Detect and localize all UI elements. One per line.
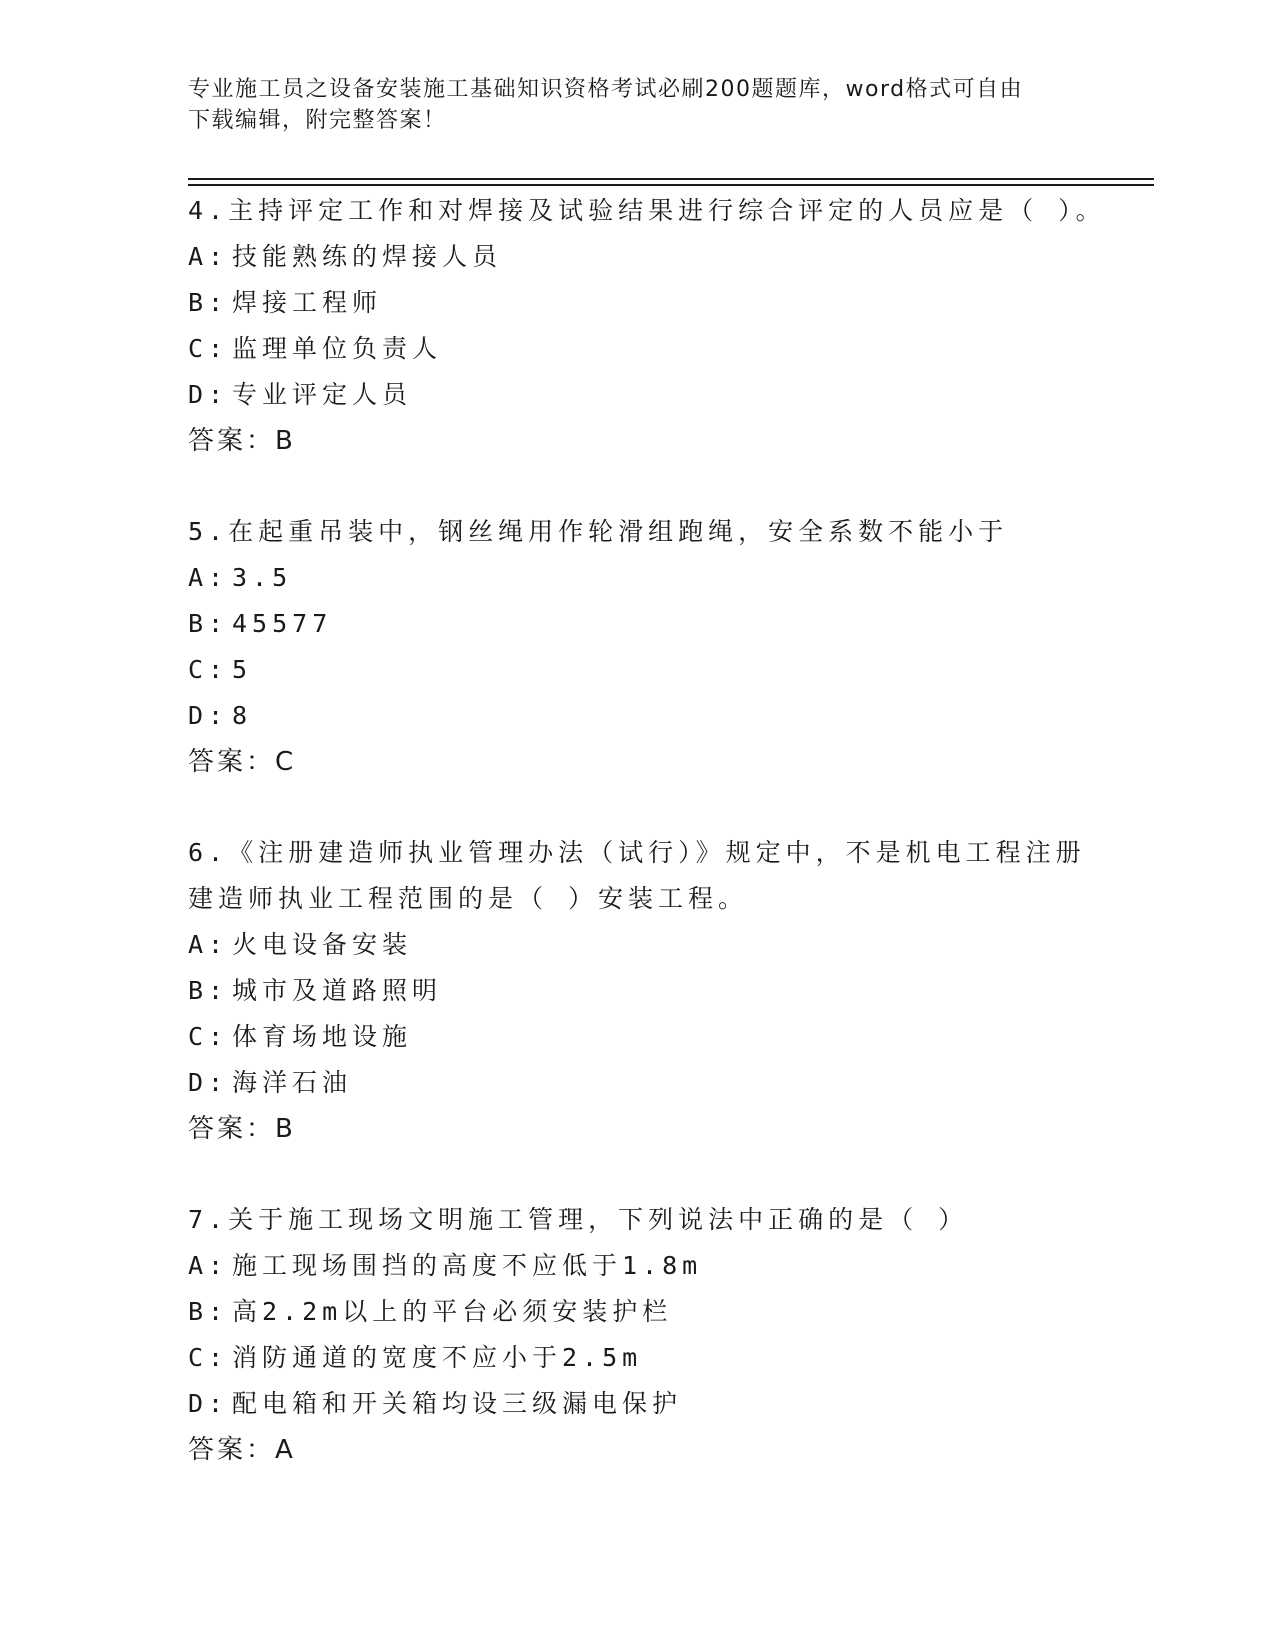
option-key: B: (188, 976, 229, 1005)
header-line-1: 专业施工员之设备安装施工基础知识资格考试必刷200题题库，word格式可自由 (188, 77, 1024, 102)
option-a (188, 234, 1128, 280)
option-text: 监理单位负责人 (232, 334, 443, 363)
option-b (188, 968, 1128, 1014)
option-text: 3.5 (232, 563, 293, 592)
question-4 (188, 188, 1128, 464)
option-d (188, 693, 1128, 739)
answer: 答案：B (188, 1114, 296, 1144)
option-a (188, 922, 1128, 968)
question-stem-line-2: 建造师执业工程范围的是（ ）安装工程。 (188, 884, 749, 913)
option-text: 技能熟练的焊接人员 (232, 242, 503, 271)
option-d (188, 1060, 1128, 1106)
question-stem: 4.主持评定工作和对焊接及试验结果进行综合评定的人员应是（ ）。 (188, 196, 1106, 225)
option-key: C: (188, 1022, 229, 1051)
document-header (188, 74, 1068, 136)
question-list (188, 188, 1128, 1518)
option-text: 专业评定人员 (232, 380, 413, 409)
option-text: 城市及道路照明 (232, 976, 443, 1005)
option-b (188, 1289, 1128, 1335)
answer: 答案：B (188, 426, 296, 456)
option-key: B: (188, 288, 229, 317)
header-line-2: 下载编辑，附完整答案！ (188, 108, 447, 133)
question-6 (188, 830, 1128, 1152)
option-text: 施工现场围挡的高度不应低于1.8m (232, 1251, 703, 1280)
option-key: C: (188, 1343, 229, 1372)
option-key: A: (188, 242, 229, 271)
question-stem-line-1: 6.《注册建造师执业管理办法（试行）》规定中，不是机电工程注册 (188, 838, 1086, 867)
question-stem: 5.在起重吊装中，钢丝绳用作轮滑组跑绳，安全系数不能小于 (188, 517, 1009, 546)
header-divider-bottom (188, 184, 1154, 186)
option-key: A: (188, 930, 229, 959)
question-7 (188, 1197, 1128, 1473)
option-c (188, 326, 1128, 372)
question-5 (188, 509, 1128, 785)
option-key: D: (188, 1068, 229, 1097)
option-text: 火电设备安装 (232, 930, 413, 959)
option-d (188, 1381, 1128, 1427)
option-b (188, 601, 1128, 647)
option-key: C: (188, 334, 229, 363)
header-divider-top (188, 178, 1154, 180)
option-key: A: (188, 563, 229, 592)
answer: 答案：A (188, 1435, 296, 1465)
option-text: 45577 (232, 609, 333, 638)
option-text: 体育场地设施 (232, 1022, 413, 1051)
option-a (188, 555, 1128, 601)
option-c (188, 1014, 1128, 1060)
option-d (188, 372, 1128, 418)
option-text: 配电箱和开关箱均设三级漏电保护 (232, 1389, 683, 1418)
option-key: D: (188, 380, 229, 409)
option-key: A: (188, 1251, 229, 1280)
option-text: 消防通道的宽度不应小于2.5m (232, 1343, 643, 1372)
option-key: B: (188, 609, 229, 638)
option-key: B: (188, 1297, 229, 1326)
option-key: C: (188, 655, 229, 684)
option-key: D: (188, 701, 229, 730)
option-text: 高2.2m以上的平台必须安装护栏 (232, 1297, 673, 1326)
option-c (188, 647, 1128, 693)
option-text: 海洋石油 (232, 1068, 353, 1097)
option-c (188, 1335, 1128, 1381)
option-key: D: (188, 1389, 229, 1418)
option-a (188, 1243, 1128, 1289)
option-text: 8 (232, 701, 253, 730)
answer: 答案：C (188, 747, 297, 777)
option-text: 5 (232, 655, 253, 684)
option-text: 焊接工程师 (232, 288, 383, 317)
option-b (188, 280, 1128, 326)
question-stem: 7.关于施工现场文明施工管理，下列说法中正确的是（ ） (188, 1205, 969, 1234)
